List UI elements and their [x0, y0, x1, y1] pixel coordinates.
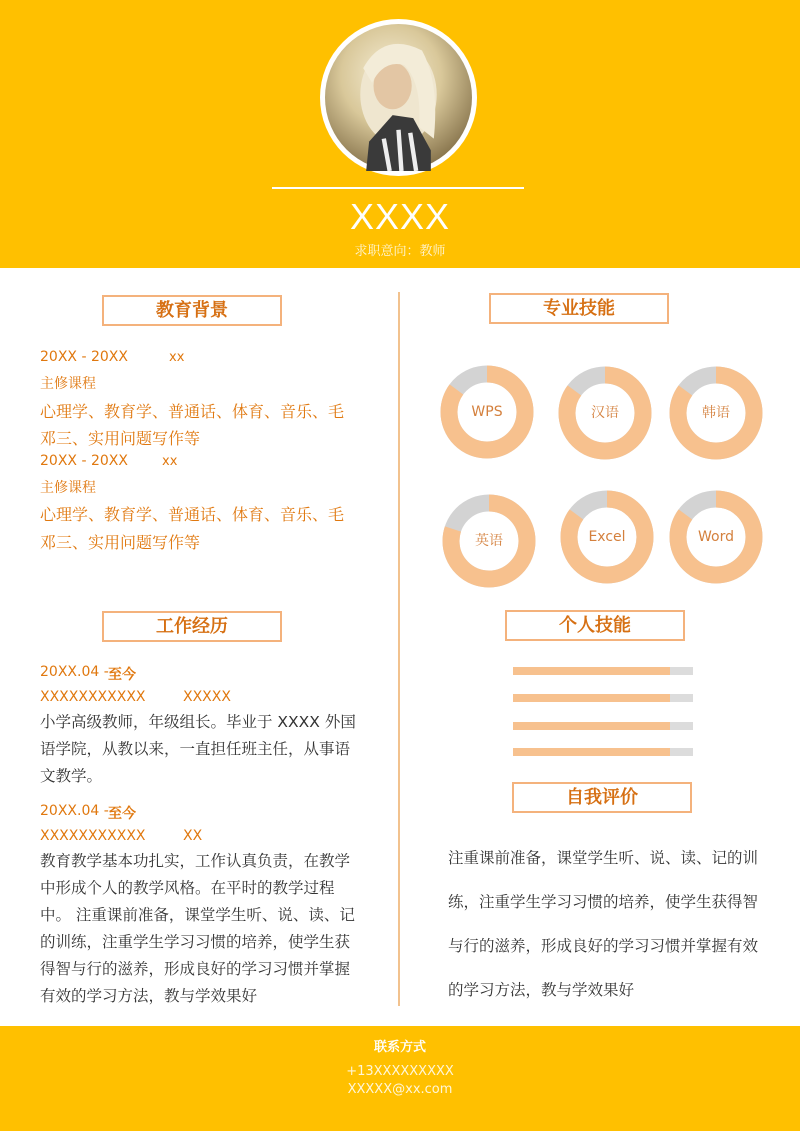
edu-period-1: 20XX - 20XX	[40, 349, 128, 365]
skill-label: 汉语	[591, 405, 619, 421]
edu-course-label-2: 主修课程	[40, 480, 96, 496]
skill-label: WPS	[471, 404, 503, 420]
skill-bar-fill	[513, 667, 670, 675]
self-eval-title: 自我评价	[512, 782, 692, 813]
skill-ring-korean	[669, 366, 763, 460]
skill-label: Excel	[588, 529, 626, 545]
work-company-2: XXXXXXXXXXX	[40, 828, 146, 844]
header-divider	[272, 187, 524, 189]
edu-courses-1b: 邓三、实用问题写作等	[40, 429, 201, 448]
column-divider	[398, 292, 400, 1006]
skills-title: 专业技能	[489, 293, 669, 324]
edu-school-1: xx	[169, 350, 185, 365]
contact-phone: +13XXXXXXXXX	[346, 1064, 454, 1079]
contact-title: 联系方式	[373, 1040, 426, 1055]
edu-school-2: xx	[162, 454, 178, 469]
skill-bar-fill	[513, 694, 670, 702]
contact-email: XXXXX@xx.com	[347, 1082, 453, 1097]
skill-bar-fill	[513, 748, 670, 756]
avatar	[320, 19, 477, 176]
education-title: 教育背景	[102, 295, 282, 326]
job-intent: 求职意向：教师	[354, 244, 446, 259]
work-company-1: XXXXXXXXXXX	[40, 689, 146, 705]
self-eval-text: 注重课前准备，课堂学生听、说、读、记的训练，注重学生学习习惯的培养，使学生获得智与行的滋养，形成良好的学习习惯并掌握有效的学习方法，教与学效果好	[448, 849, 759, 999]
work-desc-2: 教育教学基本功扎实，工作认真负责，在教学中形成个人的教学风格。在平时的教学过程中。 注重课前准备，课堂学生听、说、读、记的训练，注重学生学习习惯的培养，使学生获得智与行的滋养，形成良好的学习习惯并掌握有效的学习方法，教与学效果好	[40, 852, 355, 1005]
edu-period-2: 20XX - 20XX	[40, 453, 128, 469]
skill-ring-excel	[560, 490, 654, 584]
skill-ring-word	[669, 490, 763, 584]
skill-label: 韩语	[702, 405, 730, 421]
work-date-2: 20XX.04 -	[40, 803, 109, 819]
candidate-name: XXXX	[349, 196, 451, 237]
work-date-1: 20XX.04 -	[40, 664, 109, 680]
personal-skills-title: 个人技能	[505, 610, 685, 641]
work-desc-1: 小学高级教师，年级组长。毕业于 XXXX 外国语学院，从教以来，一直担任班主任，从事语文教学。	[40, 713, 356, 785]
edu-courses-1a: 心理学、教育学、普通话、体育、音乐、毛	[40, 402, 345, 421]
edu-courses-2b: 邓三、实用问题写作等	[40, 533, 201, 552]
work-role-2: XX	[183, 828, 203, 844]
skill-ring-chinese	[558, 366, 652, 460]
skill-bar	[513, 667, 693, 675]
skill-bar	[513, 694, 693, 702]
work-until-1: 至今	[108, 667, 136, 683]
skill-bar	[513, 722, 693, 730]
skill-bar	[513, 748, 693, 756]
skill-label: 英语	[475, 533, 503, 549]
skill-ring-english	[442, 494, 536, 588]
skill-label: Word	[698, 529, 734, 545]
skill-ring-wps	[440, 365, 534, 459]
work-until-2: 至今	[108, 806, 136, 822]
skill-bar-fill	[513, 722, 670, 730]
portrait-image	[325, 24, 472, 171]
work-title: 工作经历	[102, 611, 282, 642]
edu-courses-2a: 心理学、教育学、普通话、体育、音乐、毛	[40, 505, 345, 524]
edu-course-label-1: 主修课程	[40, 376, 96, 392]
work-role-1: XXXXX	[183, 689, 231, 705]
